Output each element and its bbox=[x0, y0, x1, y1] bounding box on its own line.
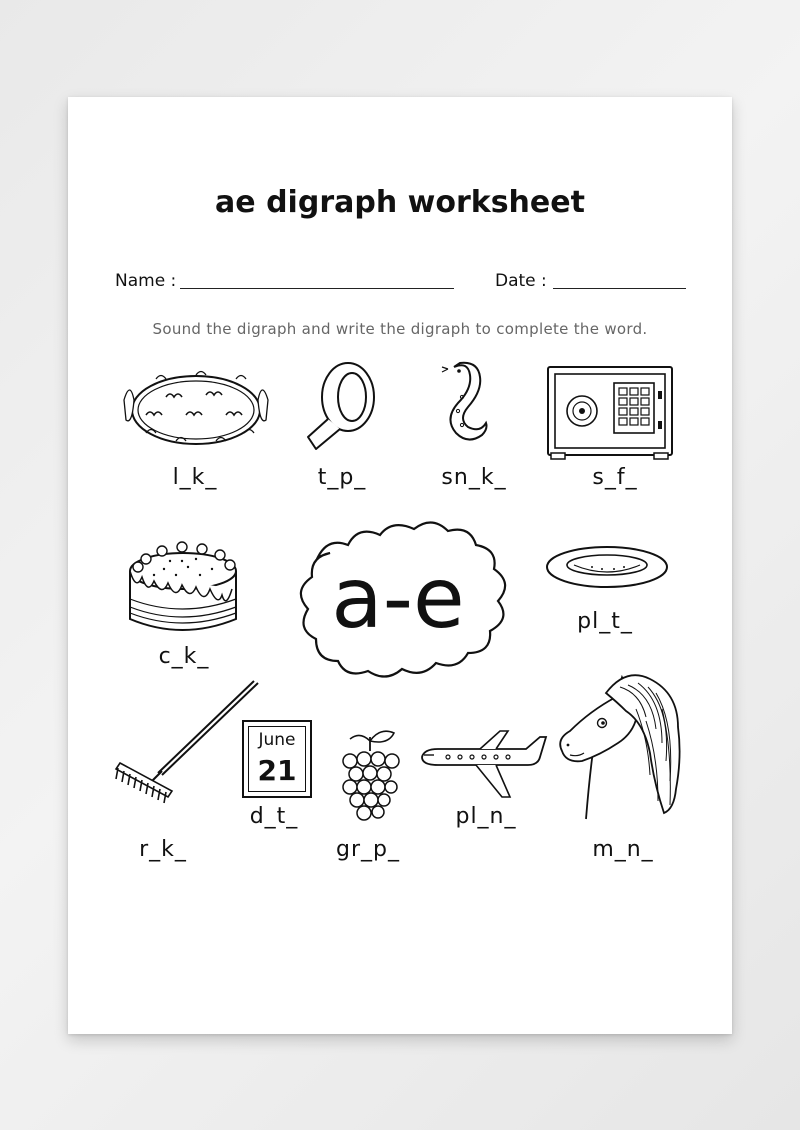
word-grapes: gr_p_ bbox=[336, 837, 400, 862]
word-safe: s_f_ bbox=[592, 465, 638, 490]
cake-icon bbox=[124, 537, 244, 637]
digraph-cloud-badge bbox=[278, 517, 518, 687]
word-rake: r_k_ bbox=[139, 837, 187, 862]
date-field[interactable] bbox=[553, 288, 686, 289]
word-plane: pl_n_ bbox=[455, 804, 517, 829]
word-cake: c_k_ bbox=[158, 644, 210, 669]
horse-mane-icon bbox=[556, 669, 690, 829]
calendar-month: June bbox=[258, 730, 296, 750]
plane-icon bbox=[418, 727, 550, 803]
calendar-day: 21 bbox=[257, 754, 297, 787]
word-tape: t_p_ bbox=[317, 465, 367, 490]
tape-icon bbox=[298, 359, 384, 451]
plate-icon bbox=[544, 543, 670, 593]
word-plate: pl_t_ bbox=[577, 609, 633, 634]
worksheet-title: ae digraph worksheet bbox=[215, 185, 585, 220]
name-field[interactable] bbox=[180, 288, 454, 289]
word-snake: sn_k_ bbox=[441, 465, 507, 490]
instruction-text: Sound the digraph and write the digraph to complete the word. bbox=[152, 320, 648, 338]
center-digraph: a-e bbox=[331, 549, 465, 647]
word-mane: m_n_ bbox=[592, 837, 654, 862]
date-label: Date : bbox=[495, 271, 547, 291]
snake-icon bbox=[436, 359, 496, 449]
safe-icon bbox=[546, 365, 676, 461]
worksheet-page bbox=[68, 97, 732, 1034]
grapes-icon bbox=[336, 729, 402, 825]
word-date: d_t_ bbox=[249, 804, 299, 829]
lake-icon bbox=[116, 365, 276, 455]
word-lake: l_k_ bbox=[172, 465, 218, 490]
name-label: Name : bbox=[115, 271, 177, 291]
rake-icon bbox=[112, 679, 262, 819]
calendar-icon bbox=[242, 720, 312, 798]
